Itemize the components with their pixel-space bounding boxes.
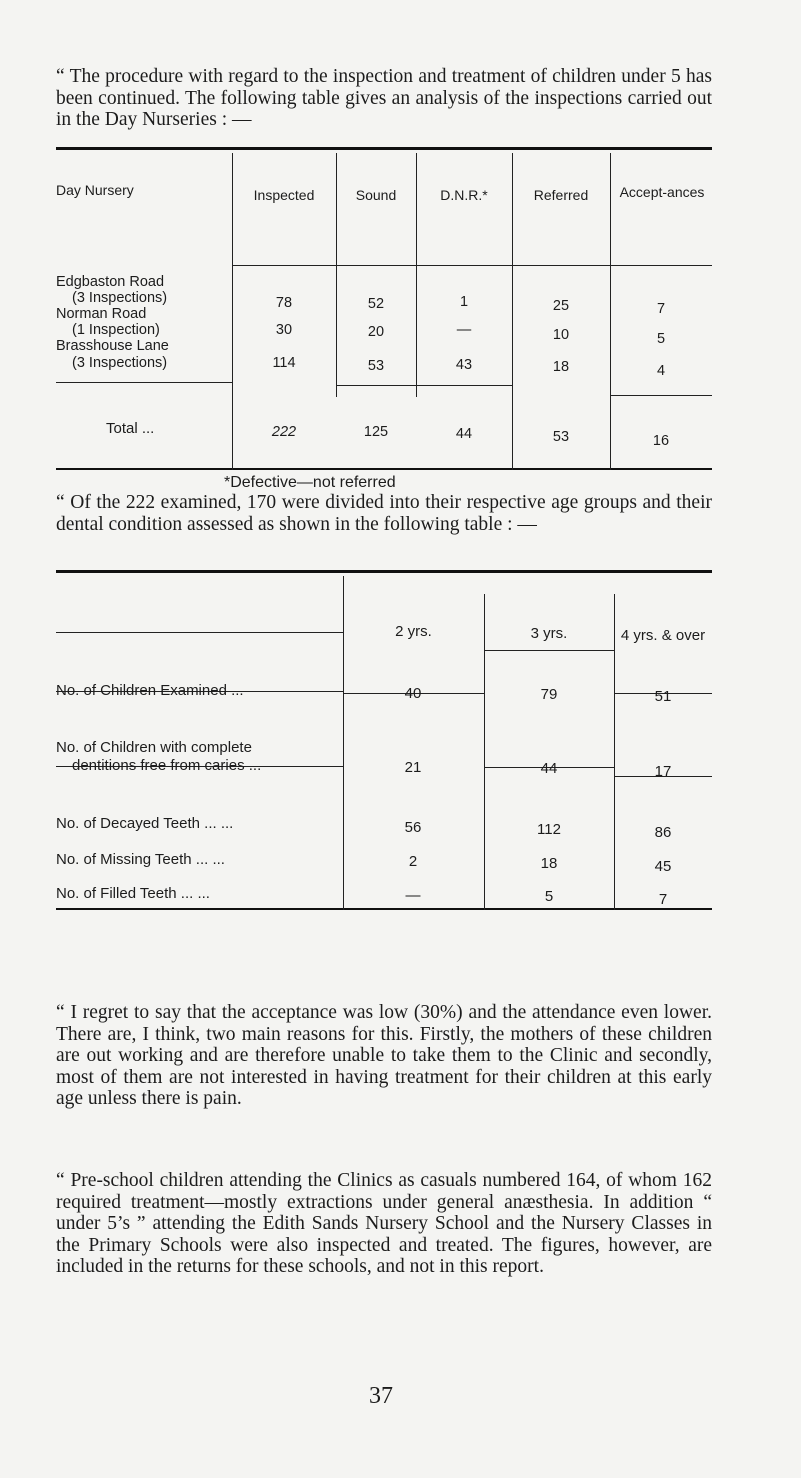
cell: 21 bbox=[404, 759, 422, 776]
cell: 5 bbox=[544, 888, 554, 905]
header-acceptances: Accept-ances bbox=[619, 184, 705, 200]
header-day-nursery: Day Nursery bbox=[56, 182, 134, 198]
total-label: Total ... bbox=[106, 420, 155, 437]
cell: 5 bbox=[656, 331, 666, 347]
row-label: No. of Decayed Teeth ... ... bbox=[56, 815, 234, 832]
middle-paragraph: “ Of the 222 examined, 170 were divided into their respective age groups and their dental condition assessed as shown in the following table : — bbox=[56, 492, 712, 535]
header-sound: Sound bbox=[355, 187, 397, 203]
cell: 20 bbox=[367, 324, 385, 340]
cell: 43 bbox=[455, 357, 473, 373]
row-label: No. of Missing Teeth ... ... bbox=[56, 851, 225, 868]
cell: 56 bbox=[404, 819, 422, 836]
total-cell: 125 bbox=[363, 424, 389, 440]
day-nursery-table bbox=[56, 147, 712, 470]
table-top-rule bbox=[56, 147, 712, 150]
cell: 25 bbox=[552, 298, 570, 314]
cell: — bbox=[456, 322, 472, 338]
table-bottom-rule bbox=[56, 468, 712, 470]
row-label-line2: dentitions free from caries ... bbox=[72, 757, 262, 774]
header-referred: Referred bbox=[533, 187, 589, 203]
cell: 51 bbox=[654, 688, 672, 705]
page-number: 37 bbox=[369, 1383, 393, 1409]
header-inspected: Inspected bbox=[253, 187, 315, 203]
cell: — bbox=[405, 887, 421, 904]
table-footnote: *Defective—not referred bbox=[224, 474, 396, 491]
nursery-name: Norman Road bbox=[56, 306, 147, 322]
total-cell: 16 bbox=[652, 433, 670, 449]
header-2-yrs: 2 yrs. bbox=[395, 623, 432, 640]
cell: 1 bbox=[459, 294, 469, 310]
cell: 4 bbox=[656, 363, 666, 379]
row-label: No. of Children Examined ... bbox=[56, 682, 244, 699]
total-cell: 222 bbox=[271, 424, 297, 440]
cell: 18 bbox=[552, 359, 570, 375]
table-top-rule bbox=[56, 570, 712, 573]
paragraph-3: “ I regret to say that the acceptance was low (30%) and the attendance even lower. There are, I think, two main reasons for this. Firstly, the mothers of these children are out working and are therefore unable to take them to the Clinic and secondly, most of them are not interested in having treatment for their children at this early age unless there is pain. bbox=[56, 1002, 712, 1109]
cell: 112 bbox=[537, 821, 561, 838]
cell: 53 bbox=[367, 358, 385, 374]
cell: 79 bbox=[540, 686, 558, 703]
cell: 52 bbox=[367, 296, 385, 312]
cell: 17 bbox=[654, 763, 672, 780]
nursery-inspections: (3 Inspections) bbox=[72, 290, 168, 306]
cell: 7 bbox=[656, 301, 666, 317]
paragraph-4: “ Pre-school children attending the Clinics as casuals numbered 164, of whom 162 required treatment—mostly extractions under general anæsthesia. In addition “ under 5’s ” attending the Edith Sands Nursery School and the Nursery Classes in the Primary Schools were also inspected and treated. The figures, however, are included in the returns for these schools, and not in this report. bbox=[56, 1170, 712, 1277]
age-group-table bbox=[56, 570, 712, 910]
total-cell: 44 bbox=[455, 426, 473, 442]
total-cell: 53 bbox=[552, 429, 570, 445]
nursery-name: Edgbaston Road bbox=[56, 274, 165, 290]
cell: 40 bbox=[404, 685, 422, 702]
nursery-inspections: (3 Inspections) bbox=[72, 355, 168, 371]
header-3-yrs: 3 yrs. bbox=[530, 625, 568, 642]
cell: 78 bbox=[275, 295, 293, 311]
header-dnr: D.N.R.* bbox=[440, 187, 488, 203]
cell: 30 bbox=[275, 322, 293, 338]
cell: 2 bbox=[408, 853, 418, 870]
nursery-name: Brasshouse Lane bbox=[56, 338, 169, 354]
nursery-inspections: (1 Inspection) bbox=[72, 322, 160, 338]
cell: 114 bbox=[272, 355, 296, 371]
row-label-line1: No. of Children with complete bbox=[56, 739, 252, 756]
cell: 45 bbox=[654, 858, 672, 875]
cell: 44 bbox=[540, 760, 558, 777]
intro-paragraph: “ The procedure with regard to the inspection and treatment of children under 5 has been continued. The following table gives an analysis of the inspections carried out in the Day Nurseries : — bbox=[56, 66, 712, 130]
cell: 10 bbox=[552, 327, 570, 343]
cell: 7 bbox=[658, 891, 668, 908]
cell: 86 bbox=[654, 824, 672, 841]
cell: 18 bbox=[540, 855, 558, 872]
header-4-yrs-and-over: 4 yrs. & over bbox=[620, 627, 706, 644]
row-label: No. of Filled Teeth ... ... bbox=[56, 885, 210, 902]
